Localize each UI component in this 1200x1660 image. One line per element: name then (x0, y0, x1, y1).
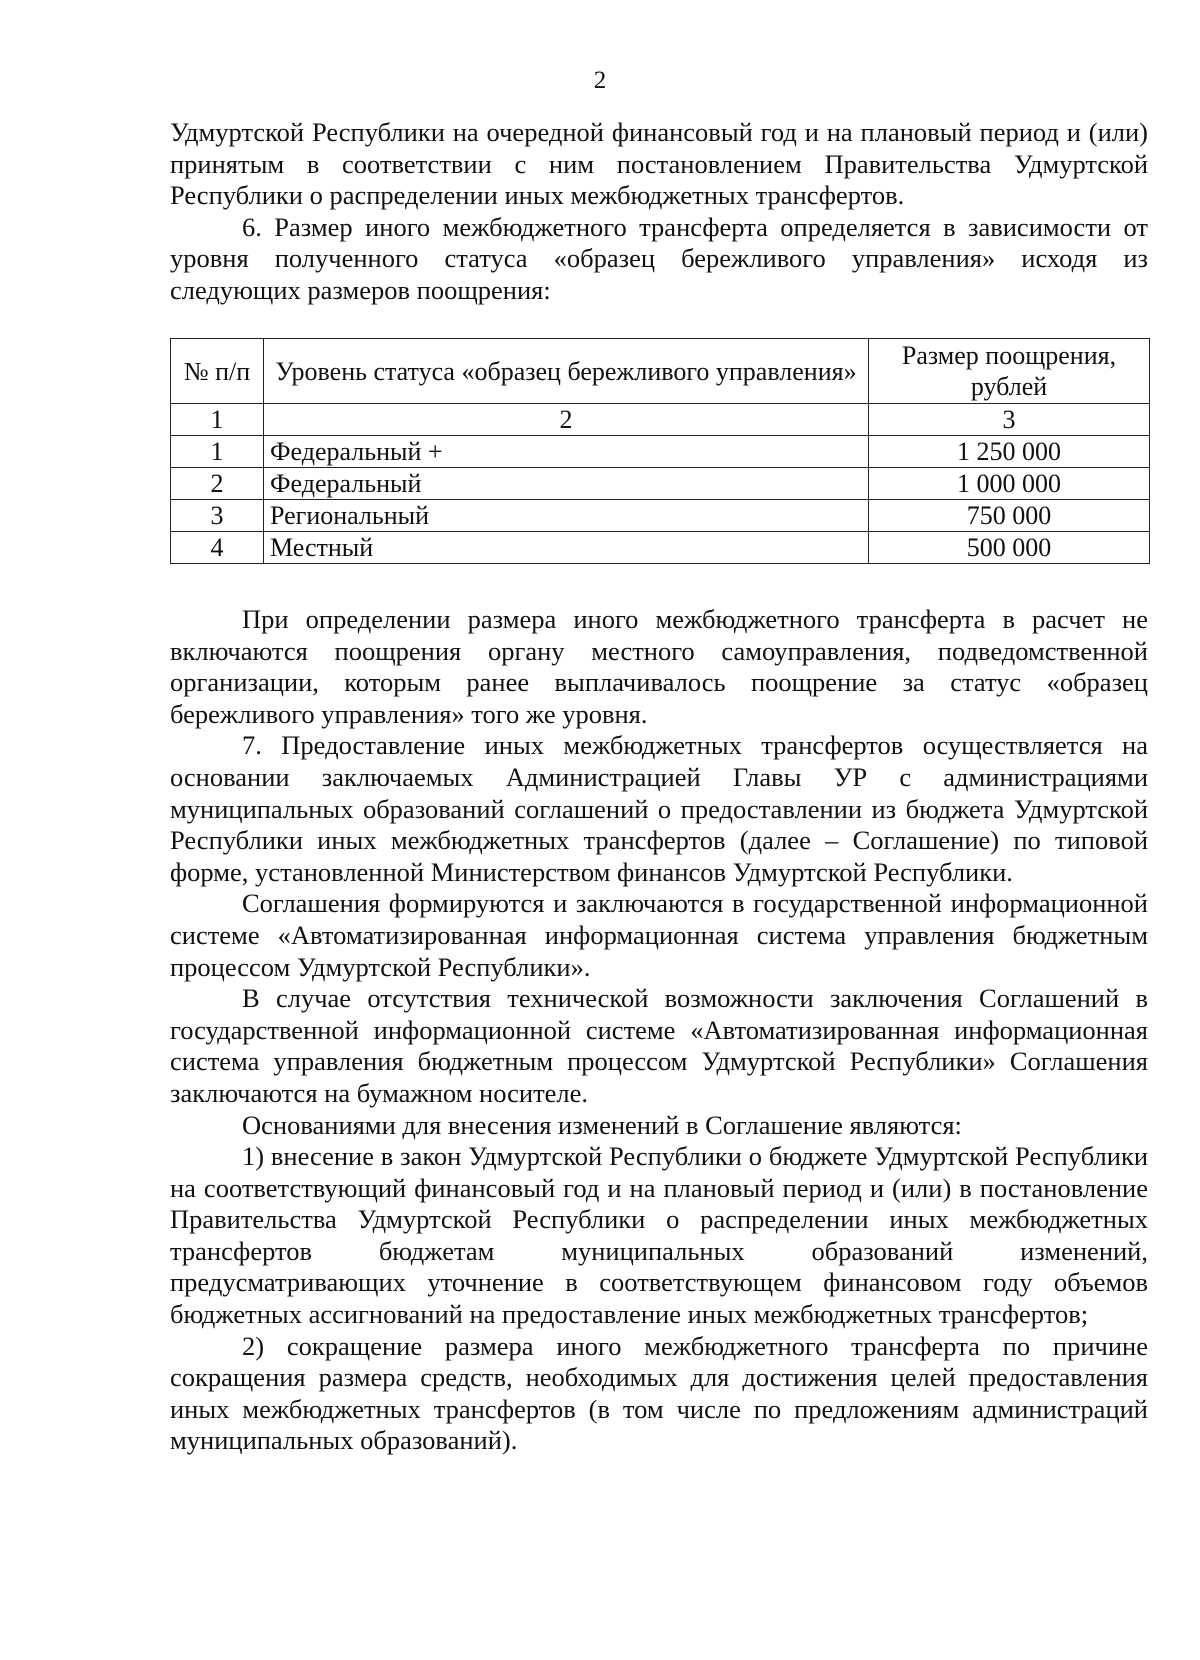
row-level: Местный (264, 532, 869, 564)
paragraph-item-6: 6. Размер иного межбюджетного трансферта определяется в зависимости от уровня полученного статуса «образец бережливого управления» исходя из следующих размеров поощрения: (170, 211, 1148, 305)
column-number: 2 (264, 404, 869, 436)
row-num: 1 (171, 436, 264, 468)
paragraph-continuation: Удмуртской Республики на очередной финансовый год и на плановый период и (или) принятым в соответствии с ним постановлением Правительства Удмуртской Республики о распределении иных межбюджетных трансфертов. (170, 117, 1148, 211)
table-row (171, 532, 1150, 564)
header-num: № п/п (171, 339, 264, 404)
paragraph-agreements-system: Соглашения формируются и заключаются в государственной информационной системе «Автоматизированная информационная система управления бюджетным процессом Удмуртской Республики». (170, 888, 1148, 982)
table-row (171, 436, 1150, 468)
table-header-row (171, 339, 1150, 404)
table-row (171, 500, 1150, 532)
text-block-top (170, 117, 1148, 307)
paragraph-grounds-heading: Основаниями для внесения изменений в Соглашение являются: (242, 1109, 962, 1140)
row-level: Федеральный + (264, 436, 869, 468)
row-num: 2 (171, 468, 264, 500)
paragraph-paper-agreements: В случае отсутствия технической возможности заключения Соглашений в государственной информационной системе «Автоматизированная информационная система управления бюджетным процессом Удмуртской Республики» Соглашения заключаются на бумажном носителе. (170, 983, 1148, 1108)
column-number: 3 (869, 404, 1150, 436)
reward-table (170, 338, 1150, 564)
row-num: 3 (171, 500, 264, 532)
page-number: 2 (593, 67, 607, 94)
row-num: 4 (171, 532, 264, 564)
header-amount: Размер поощрения, рублей (869, 339, 1150, 404)
paragraph-ground-1: 1) внесение в закон Удмуртской Республики о бюджете Удмуртской Республики на соответствующий финансовый год и на плановый период и (или) в постановление Правительства Удмуртской Республики о распределении иных межбюджетных трансфертов бюджетам муниципальных образований изменений, предусматривающих уточнение в соответствующем финансовом году объемов бюджетных ассигнований на предоставление иных межбюджетных трансфертов; (170, 1141, 1148, 1330)
row-amount: 750 000 (869, 500, 1150, 532)
row-amount: 1 250 000 (869, 436, 1150, 468)
row-level: Федеральный (264, 468, 869, 500)
table-row (171, 468, 1150, 500)
header-level: Уровень статуса «образец бережливого управления» (264, 339, 869, 404)
paragraph-item-7: 7. Предоставление иных межбюджетных трансфертов осуществляется на основании заключаемых Администрацией Главы УР с администрациями муниципальных образований соглашений о предоставлении из бюджета Удмуртской Республики иных межбюджетных трансфертов (далее – Соглашение) по типовой форме, установленной Министерством финансов Удмуртской Республики. (170, 730, 1148, 887)
paragraph-exclusion: При определении размера иного межбюджетного трансферта в расчет не включаются поощрения органу местного самоуправления, подведомственной организации, которым ранее выплачивалось поощрение за статус «образец бережливого управления» того же уровня. (170, 604, 1148, 729)
text-block-bottom (170, 604, 1148, 1457)
column-number: 1 (171, 404, 264, 436)
column-number-row (171, 404, 1150, 436)
row-amount: 1 000 000 (869, 468, 1150, 500)
row-amount: 500 000 (869, 532, 1150, 564)
paragraph-ground-2: 2) сокращение размера иного межбюджетного трансферта по причине сокращения размера средств, необходимых для достижения целей предоставления иных межбюджетных трансфертов (в том числе по предложениям администраций муниципальных образований). (170, 1330, 1148, 1456)
row-level: Региональный (264, 500, 869, 532)
